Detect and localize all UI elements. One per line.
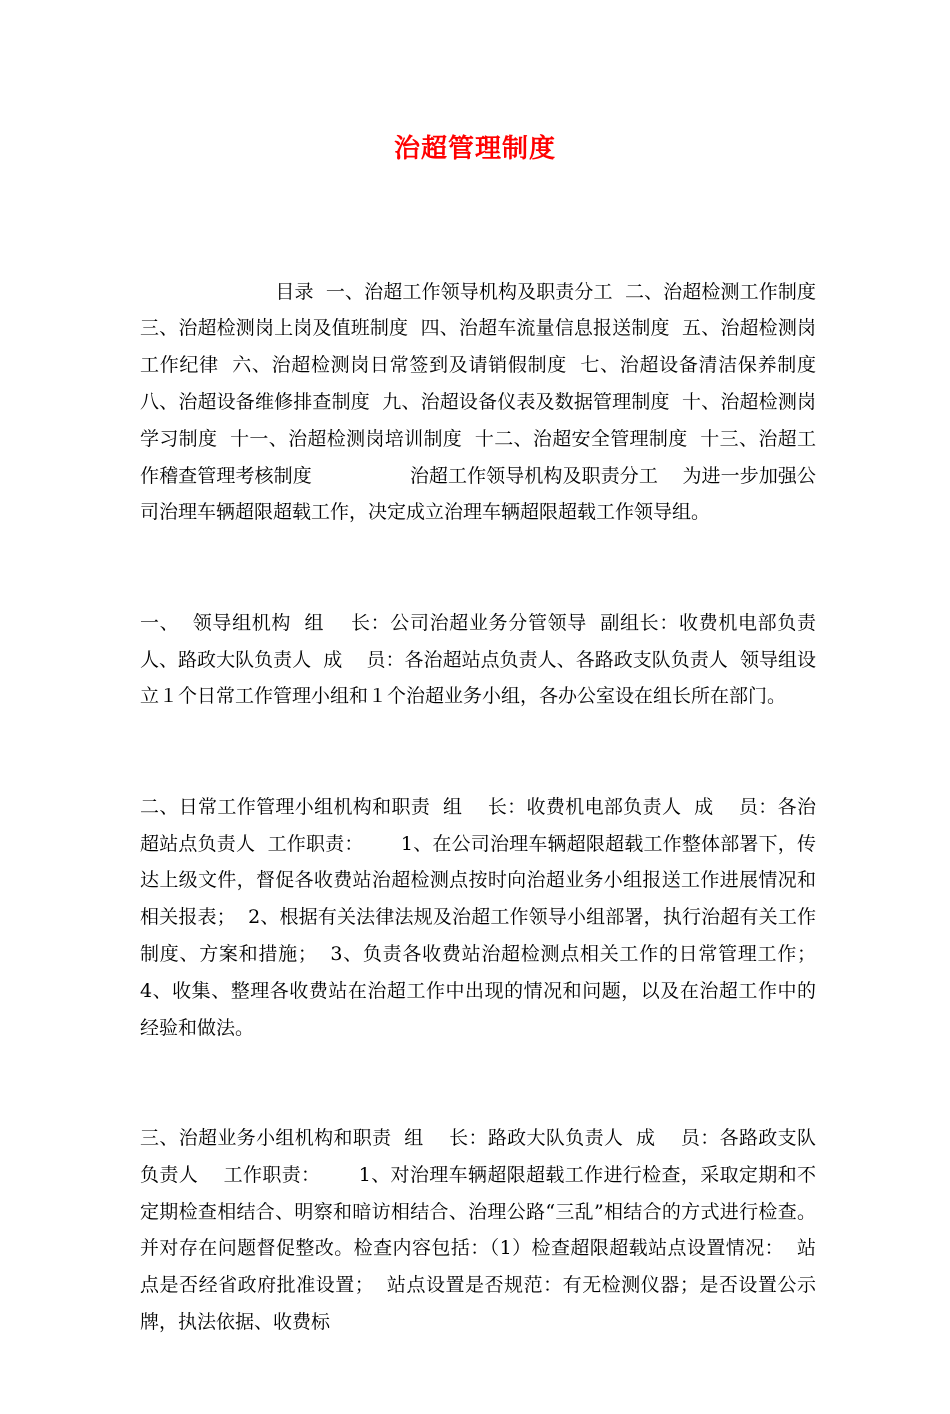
document-title: 治超管理制度 [393, 134, 556, 164]
document-body [140, 200, 829, 1414]
paragraph-section-2: 二、日常工作管理小组机构和职责 组 长：收费机电部负责人 成 员：各治超站点负责人 工作职责： 1、在公司治理车辆超限超载工作整体部署下，传达上级文件，督促各收费站治超检测点按时向治超业务小组报送工作进展情况和相关报表； 2、根据有关法律法规及治超工作领导小组部署，执行治超有关工作制度、方案和措施； 3、负责各收费站治超检测点相关工作的日常管理工作； 4、收集、整理各收费站在治超工作中出现的情况和问题，以及在治超工作中的经验和做法。 [140, 795, 829, 1039]
paragraph-section-1: 一、 领导组机构 组 长：公司治超业务分管领导 副组长：收费机电部负责人、路政大队负责人 成 员：各治超站点负责人、各路政支队负责人 领导组设立１个日常工作管理小组和１个治超业务小组，各办公室设在组长所在部门。 [140, 611, 816, 708]
paragraph-section-3: 三、治超业务小组机构和职责 组 长：路政大队负责人 成 员：各路政支队负责人 工作职责： 1、对治理车辆超限超载工作进行检查，采取定期和不定期检查相结合、明察和暗访相结合、治理公路“三乱”相结合的方式进行检查。并对存在问题督促整改。检查内容包括：（1）检查超限超载站点设置情况： 站点是否经省政府批准设置； 站点设置是否规范：有无检测仪器；是否设置公示牌，执法依据、收费标 [140, 1126, 816, 1333]
paragraph-toc: 目录 一、治超工作领导机构及职责分工 二、治超检测工作制度 三、治超检测岗上岗及值班制度 四、治超车流量信息报送制度 五、治超检测岗工作纪律 六、治超检测岗日常签到及请销假制度 七、治超设备清洁保养制度 八、治超设备维修排查制度 九、治超设备仪表及数据管理制度 十、治超检测岗学习制度 十一、治超检测岗培训制度 十二、治超安全管理制度 十三、治超工作稽查管理考核制度 治超工作领导机构及职责分工 为进一步加强公司治理车辆超限超载工作，决定成立治理车辆超限超载工作领导组。 [140, 280, 829, 524]
